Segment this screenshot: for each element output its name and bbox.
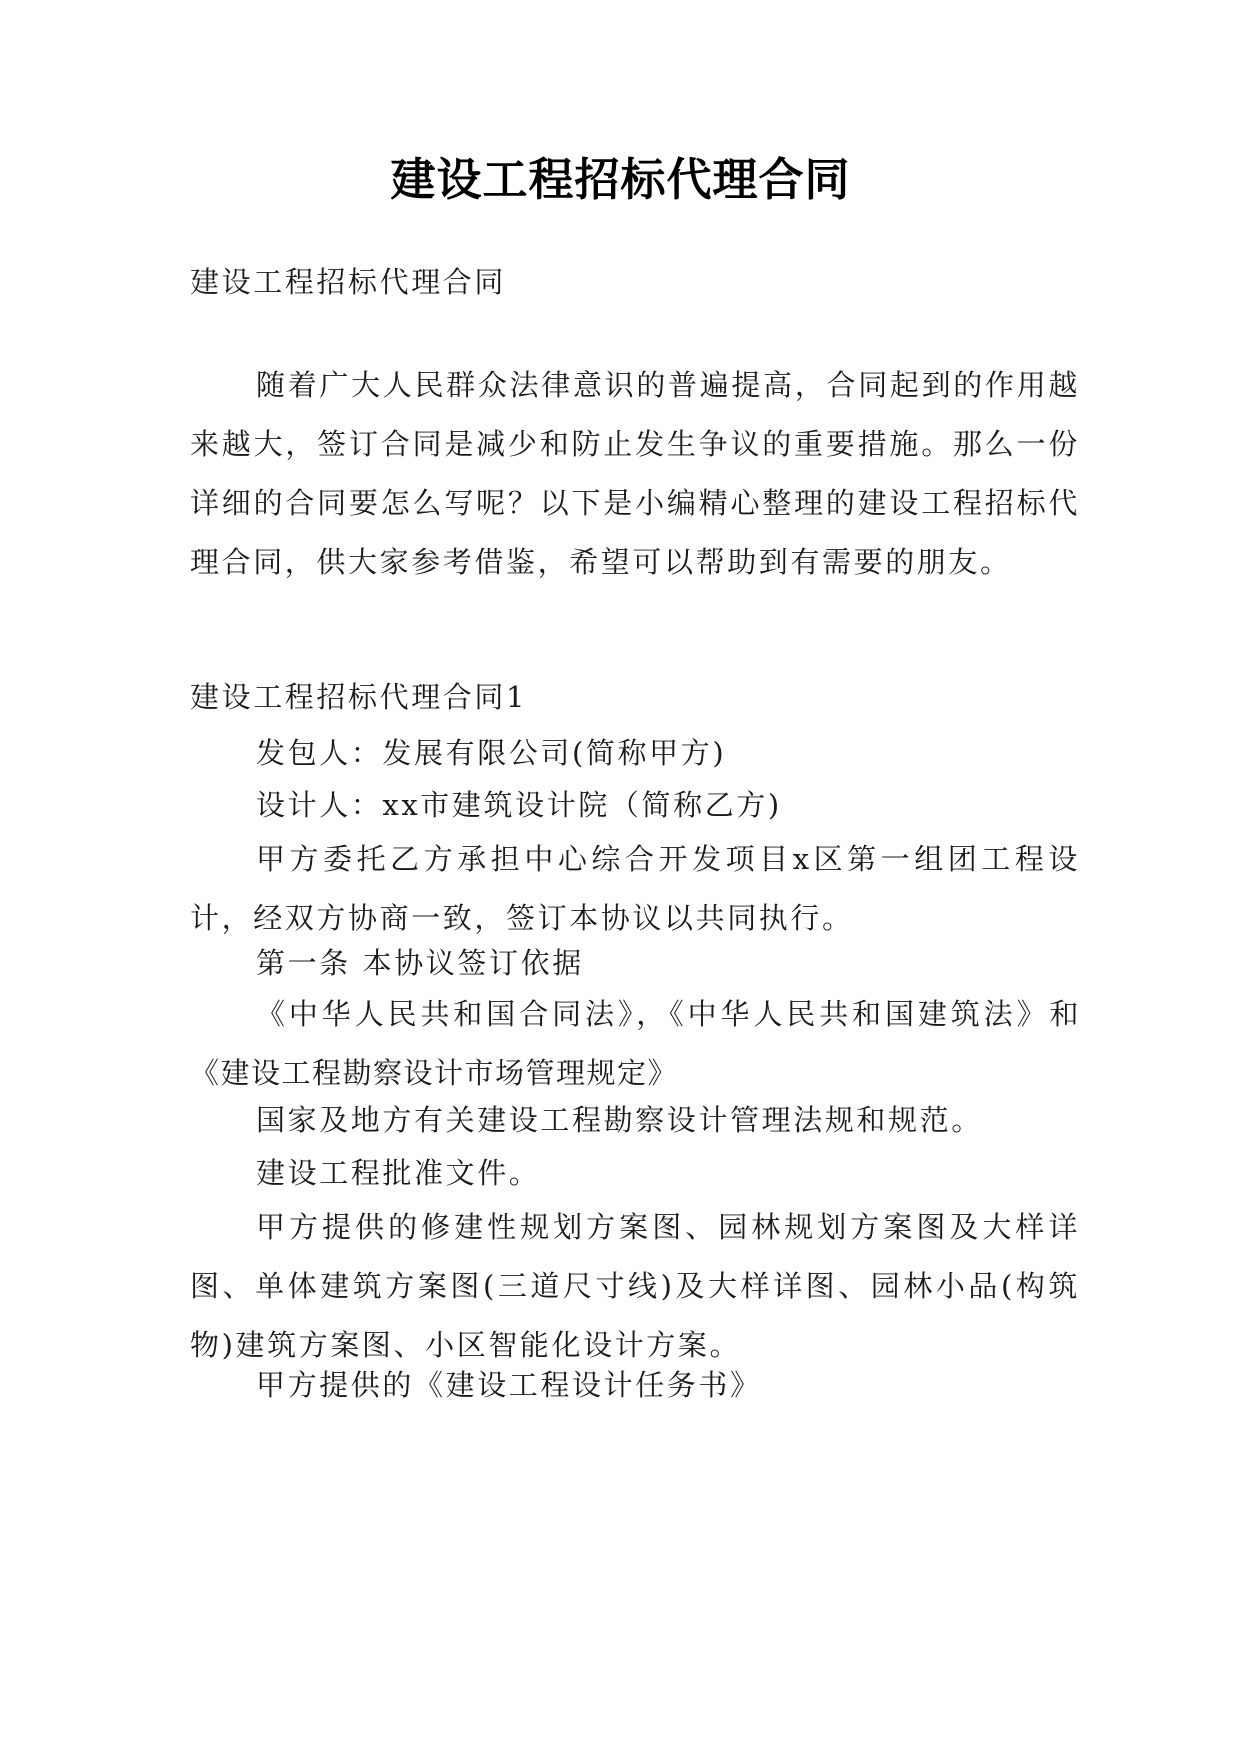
intro-paragraph: 随着广大人民群众法律意识的普遍提高，合同起到的作用越来越大，签订合同是减少和防止发生争议的重要措施。那么一份详细的合同要怎么写呢？以下是小编精心整理的建设工程招标代理合同，供大家参考借鉴，希望可以帮助到有需要的朋友。 — [190, 368, 1080, 579]
contract-heading-1: 建设工程招标代理合同1 — [190, 680, 528, 714]
design-brief-line: 甲方提供的《建设工程设计任务书》 — [256, 1368, 762, 1402]
party-b-line: 设计人：xx市建筑设计院（简称乙方) — [256, 788, 782, 822]
laws-paragraph: 《中华人民共和国合同法》，《中华人民共和国建筑法》和《建设工程勘察设计市场管理规定》 — [190, 997, 1080, 1090]
commission-paragraph: 甲方委托乙方承担中心综合开发项目x区第一组团工程设计，经双方协商一致，签订本协议以共同执行。 — [190, 842, 1080, 935]
article-one-heading: 第一条 本协议签订依据 — [256, 946, 584, 980]
regulations-line: 国家及地方有关建设工程勘察设计管理法规和规范。 — [256, 1103, 983, 1137]
approval-documents-line: 建设工程批准文件。 — [256, 1156, 541, 1190]
document-title: 建设工程招标代理合同 — [390, 153, 851, 206]
plans-paragraph: 甲方提供的修建性规划方案图、园林规划方案图及大样详图、单体建筑方案图(三道尺寸线)及大样详图、园林小品(构筑物)建筑方案图、小区智能化设计方案。 — [190, 1210, 1080, 1362]
party-a-line: 发包人：发展有限公司(简称甲方) — [256, 736, 727, 770]
section-heading-intro: 建设工程招标代理合同 — [190, 265, 507, 299]
